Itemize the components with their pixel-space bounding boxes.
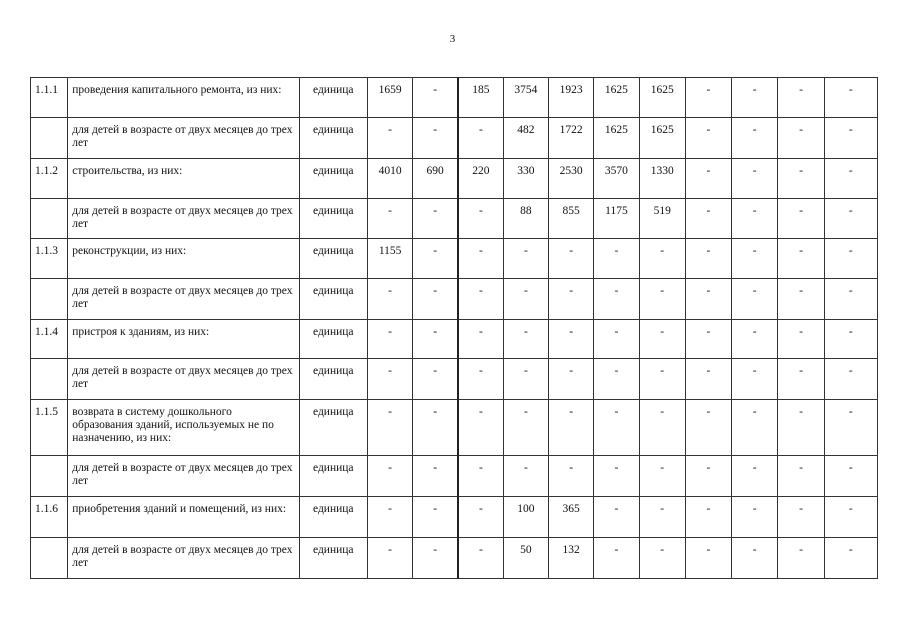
value-cell: 1923 bbox=[549, 78, 594, 118]
value-cell: - bbox=[685, 199, 731, 239]
row-name: возврата в систему дошкольного образования зданий, используемых не по назначению, из них: bbox=[68, 400, 299, 456]
value-cell: - bbox=[639, 239, 685, 279]
data-table bbox=[30, 77, 878, 579]
row-name: приобретения зданий и помещений, из них: bbox=[68, 497, 299, 538]
row-unit: единица bbox=[299, 320, 367, 359]
row-unit: единица bbox=[299, 239, 367, 279]
value-cell: - bbox=[824, 118, 877, 159]
value-cell: - bbox=[458, 456, 503, 497]
table-row bbox=[31, 320, 878, 359]
row-number bbox=[31, 199, 68, 239]
value-cell: - bbox=[413, 118, 458, 159]
value-cell: - bbox=[732, 118, 778, 159]
value-cell: - bbox=[685, 538, 731, 579]
table-row bbox=[31, 199, 878, 239]
value-cell: - bbox=[413, 400, 458, 456]
value-cell: - bbox=[639, 279, 685, 320]
table-row bbox=[31, 400, 878, 456]
value-cell: 519 bbox=[639, 199, 685, 239]
value-cell: - bbox=[367, 279, 412, 320]
value-cell: - bbox=[824, 497, 877, 538]
value-cell: - bbox=[685, 118, 731, 159]
value-cell: 220 bbox=[458, 159, 503, 199]
row-number: 1.1.4 bbox=[31, 320, 68, 359]
value-cell: - bbox=[458, 118, 503, 159]
value-cell: 132 bbox=[549, 538, 594, 579]
row-name: пристроя к зданиям, из них: bbox=[68, 320, 299, 359]
value-cell: - bbox=[685, 239, 731, 279]
value-cell: - bbox=[639, 400, 685, 456]
table-row bbox=[31, 359, 878, 400]
value-cell: - bbox=[732, 400, 778, 456]
table-row bbox=[31, 78, 878, 118]
value-cell: - bbox=[367, 320, 412, 359]
value-cell: - bbox=[824, 78, 877, 118]
row-unit: единица bbox=[299, 538, 367, 579]
value-cell: - bbox=[778, 118, 824, 159]
value-cell: - bbox=[732, 279, 778, 320]
value-cell: 330 bbox=[503, 159, 548, 199]
value-cell: - bbox=[685, 456, 731, 497]
value-cell: - bbox=[685, 78, 731, 118]
value-cell: - bbox=[639, 359, 685, 400]
value-cell: - bbox=[594, 538, 639, 579]
value-cell: - bbox=[685, 497, 731, 538]
row-number: 1.1.3 bbox=[31, 239, 68, 279]
value-cell: 1625 bbox=[594, 118, 639, 159]
value-cell: - bbox=[413, 359, 458, 400]
value-cell: - bbox=[458, 359, 503, 400]
value-cell: - bbox=[367, 400, 412, 456]
row-name: для детей в возрасте от двух месяцев до трех лет bbox=[68, 538, 299, 579]
value-cell: 1625 bbox=[639, 78, 685, 118]
value-cell: 50 bbox=[503, 538, 548, 579]
value-cell: - bbox=[594, 239, 639, 279]
value-cell: - bbox=[732, 239, 778, 279]
value-cell: 88 bbox=[503, 199, 548, 239]
value-cell: 365 bbox=[549, 497, 594, 538]
value-cell: 1625 bbox=[639, 118, 685, 159]
row-name: проведения капитального ремонта, из них: bbox=[68, 78, 299, 118]
value-cell: - bbox=[549, 239, 594, 279]
table-row bbox=[31, 497, 878, 538]
value-cell: - bbox=[503, 279, 548, 320]
value-cell: 690 bbox=[413, 159, 458, 199]
row-number bbox=[31, 359, 68, 400]
row-name: строительства, из них: bbox=[68, 159, 299, 199]
value-cell: - bbox=[778, 456, 824, 497]
value-cell: - bbox=[503, 456, 548, 497]
value-cell: - bbox=[778, 239, 824, 279]
value-cell: 1330 bbox=[639, 159, 685, 199]
value-cell: - bbox=[778, 400, 824, 456]
value-cell: - bbox=[458, 320, 503, 359]
value-cell: - bbox=[367, 118, 412, 159]
value-cell: - bbox=[367, 456, 412, 497]
value-cell: - bbox=[367, 538, 412, 579]
value-cell: - bbox=[732, 359, 778, 400]
table-row bbox=[31, 159, 878, 199]
value-cell: - bbox=[594, 279, 639, 320]
table-row bbox=[31, 279, 878, 320]
value-cell: - bbox=[778, 538, 824, 579]
value-cell: - bbox=[778, 320, 824, 359]
row-unit: единица bbox=[299, 456, 367, 497]
value-cell: - bbox=[824, 359, 877, 400]
row-unit: единица bbox=[299, 359, 367, 400]
value-cell: - bbox=[503, 400, 548, 456]
value-cell: - bbox=[413, 199, 458, 239]
value-cell: - bbox=[778, 78, 824, 118]
value-cell: 482 bbox=[503, 118, 548, 159]
value-cell: - bbox=[639, 497, 685, 538]
value-cell: - bbox=[732, 320, 778, 359]
page-number: 3 bbox=[449, 33, 456, 45]
table-row bbox=[31, 239, 878, 279]
row-number: 1.1.1 bbox=[31, 78, 68, 118]
value-cell: - bbox=[639, 320, 685, 359]
value-cell: - bbox=[685, 159, 731, 199]
value-cell: - bbox=[824, 279, 877, 320]
value-cell: - bbox=[549, 456, 594, 497]
value-cell: - bbox=[778, 497, 824, 538]
value-cell: 1722 bbox=[549, 118, 594, 159]
row-unit: единица bbox=[299, 78, 367, 118]
value-cell: 1625 bbox=[594, 78, 639, 118]
value-cell: - bbox=[732, 497, 778, 538]
value-cell: - bbox=[413, 279, 458, 320]
value-cell: - bbox=[778, 199, 824, 239]
value-cell: - bbox=[458, 199, 503, 239]
value-cell: 855 bbox=[549, 199, 594, 239]
value-cell: - bbox=[824, 320, 877, 359]
row-number: 1.1.6 bbox=[31, 497, 68, 538]
value-cell: - bbox=[413, 78, 458, 118]
value-cell: - bbox=[824, 159, 877, 199]
row-name: реконструкции, из них: bbox=[68, 239, 299, 279]
value-cell: - bbox=[594, 320, 639, 359]
row-number bbox=[31, 118, 68, 159]
row-number: 1.1.2 bbox=[31, 159, 68, 199]
value-cell: - bbox=[413, 456, 458, 497]
value-cell: - bbox=[685, 279, 731, 320]
table-row bbox=[31, 118, 878, 159]
value-cell: - bbox=[367, 199, 412, 239]
value-cell: - bbox=[503, 320, 548, 359]
value-cell: 3570 bbox=[594, 159, 639, 199]
value-cell: - bbox=[732, 456, 778, 497]
row-number: 1.1.5 bbox=[31, 400, 68, 456]
value-cell: - bbox=[503, 359, 548, 400]
row-unit: единица bbox=[299, 400, 367, 456]
value-cell: - bbox=[594, 400, 639, 456]
value-cell: - bbox=[458, 239, 503, 279]
value-cell: 2530 bbox=[549, 159, 594, 199]
value-cell: - bbox=[367, 497, 412, 538]
value-cell: - bbox=[413, 320, 458, 359]
value-cell: - bbox=[549, 359, 594, 400]
value-cell: - bbox=[413, 239, 458, 279]
value-cell: - bbox=[732, 538, 778, 579]
value-cell: - bbox=[594, 359, 639, 400]
value-cell: - bbox=[685, 320, 731, 359]
row-name: для детей в возрасте от двух месяцев до трех лет bbox=[68, 279, 299, 320]
value-cell: - bbox=[778, 359, 824, 400]
value-cell: - bbox=[639, 538, 685, 579]
value-cell: - bbox=[778, 279, 824, 320]
row-unit: единица bbox=[299, 118, 367, 159]
value-cell: - bbox=[685, 359, 731, 400]
row-name: для детей в возрасте от двух месяцев до трех лет bbox=[68, 456, 299, 497]
value-cell: - bbox=[549, 279, 594, 320]
value-cell: 1659 bbox=[367, 78, 412, 118]
table-body bbox=[31, 78, 878, 579]
value-cell: - bbox=[732, 159, 778, 199]
value-cell: 1175 bbox=[594, 199, 639, 239]
row-name: для детей в возрасте от двух месяцев до трех лет bbox=[68, 359, 299, 400]
value-cell: - bbox=[413, 538, 458, 579]
value-cell: - bbox=[685, 400, 731, 456]
value-cell: - bbox=[458, 497, 503, 538]
row-name: для детей в возрасте от двух месяцев до трех лет bbox=[68, 199, 299, 239]
value-cell: - bbox=[367, 359, 412, 400]
value-cell: - bbox=[458, 538, 503, 579]
value-cell: - bbox=[594, 497, 639, 538]
value-cell: - bbox=[824, 199, 877, 239]
value-cell: - bbox=[732, 78, 778, 118]
value-cell: 1155 bbox=[367, 239, 412, 279]
row-number bbox=[31, 279, 68, 320]
value-cell: 100 bbox=[503, 497, 548, 538]
row-number bbox=[31, 456, 68, 497]
row-unit: единица bbox=[299, 497, 367, 538]
table-row bbox=[31, 538, 878, 579]
row-unit: единица bbox=[299, 279, 367, 320]
value-cell: - bbox=[503, 239, 548, 279]
value-cell: 3754 bbox=[503, 78, 548, 118]
row-unit: единица bbox=[299, 159, 367, 199]
value-cell: - bbox=[413, 497, 458, 538]
value-cell: - bbox=[549, 400, 594, 456]
value-cell: - bbox=[778, 159, 824, 199]
value-cell: 4010 bbox=[367, 159, 412, 199]
value-cell: - bbox=[458, 400, 503, 456]
value-cell: - bbox=[639, 456, 685, 497]
value-cell: - bbox=[458, 279, 503, 320]
value-cell: - bbox=[824, 239, 877, 279]
value-cell: - bbox=[824, 456, 877, 497]
value-cell: - bbox=[824, 538, 877, 579]
table-row bbox=[31, 456, 878, 497]
row-number bbox=[31, 538, 68, 579]
value-cell: - bbox=[732, 199, 778, 239]
value-cell: - bbox=[824, 400, 877, 456]
value-cell: 185 bbox=[458, 78, 503, 118]
value-cell: - bbox=[549, 320, 594, 359]
row-name: для детей в возрасте от двух месяцев до трех лет bbox=[68, 118, 299, 159]
value-cell: - bbox=[594, 456, 639, 497]
row-unit: единица bbox=[299, 199, 367, 239]
